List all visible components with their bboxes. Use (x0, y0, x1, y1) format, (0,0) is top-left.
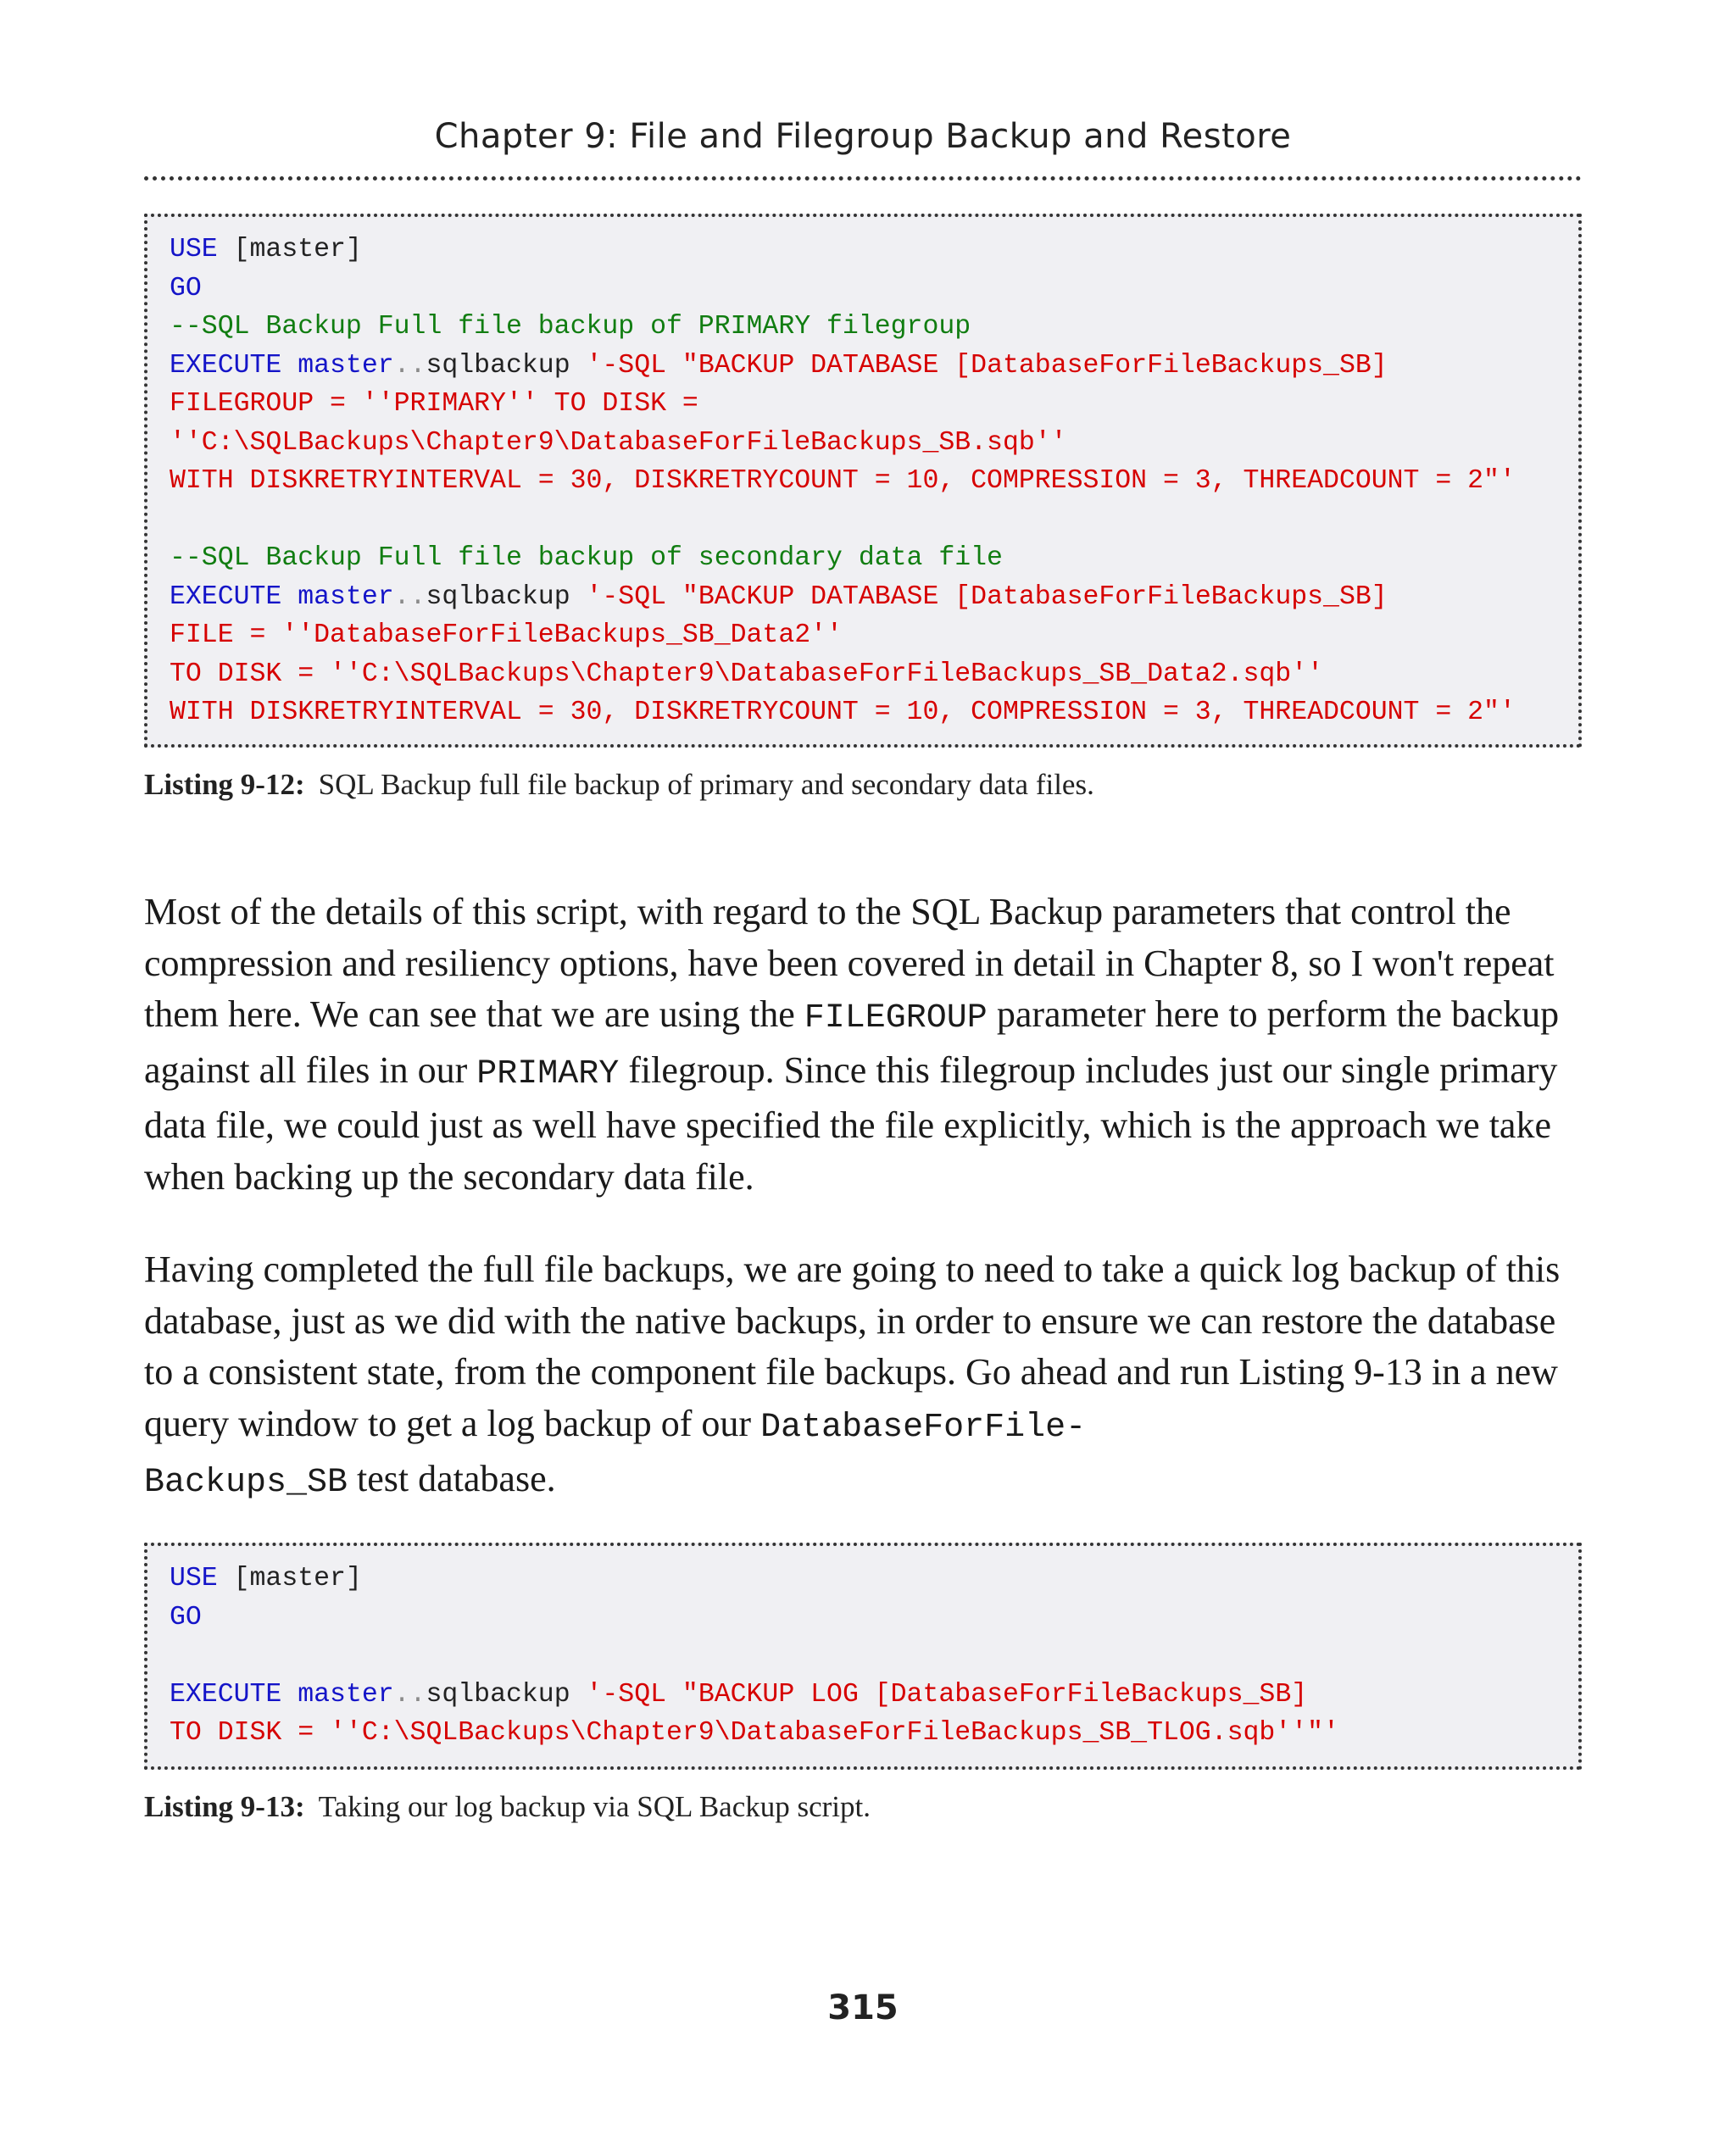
code-listing-9-13 (144, 1543, 1582, 1770)
code-token (281, 351, 298, 381)
code-token: EXECUTE (170, 350, 282, 381)
code-token: --SQL Backup Full file backup of PRIMARY filegroup (170, 312, 971, 342)
code-token: EXECUTE (170, 581, 282, 612)
code-token: USE (170, 1564, 218, 1593)
code-token: '-SQL "BACKUP DATABASE [DatabaseForFileBackups_SB] (586, 581, 1388, 612)
code-line (170, 424, 1578, 463)
code-token: FILEGROUP = ''PRIMARY'' TO DISK = (170, 389, 698, 419)
code-line (170, 231, 1578, 270)
code-token: WITH DISKRETRYINTERVAL = 30, DISKRETRYCOUNT = 10, COMPRESSION = 3, THREADCOUNT = 2"' (170, 698, 1516, 727)
code-token: .. (393, 1679, 426, 1710)
code-token: sqlbackup (426, 581, 587, 612)
code-line (170, 1599, 1578, 1638)
code-line (170, 655, 1578, 694)
code-token: master (298, 350, 394, 381)
code-token: [master] (217, 235, 362, 264)
code-line (170, 385, 1578, 424)
listing-9-13-caption-text: Taking our log backup via SQL Backup script. (318, 1790, 871, 1823)
code-line (170, 462, 1578, 501)
inline-code: DatabaseForFile- (760, 1408, 1087, 1447)
body-paragraph-2 (144, 1244, 1582, 1510)
code-token: '-SQL "BACKUP LOG [DatabaseForFileBackups_SB] (586, 1679, 1308, 1710)
body-text: test database. (348, 1458, 556, 1499)
listing-9-12-caption-text: SQL Backup full file backup of primary and secondary data files. (318, 768, 1094, 801)
code-line (170, 1676, 1578, 1715)
code-token: sqlbackup (426, 1679, 587, 1710)
code-token (281, 1680, 298, 1710)
code-token: '-SQL "BACKUP DATABASE [DatabaseForFileBackups_SB] (586, 350, 1388, 381)
code-line (170, 1560, 1578, 1599)
body-text: filegroup. Since this filegroup includes just our single primary data file, we could just as well have specified the file explicitly, which is the approach we take when backing up the secondary data file. (144, 1048, 1558, 1198)
code-token: USE (170, 235, 218, 264)
code-token: .. (393, 581, 426, 612)
code-token: EXECUTE (170, 1679, 282, 1710)
code-token (281, 582, 298, 612)
code-token: GO (170, 1602, 202, 1632)
body-text: Most of the details of this script, with regard to the SQL Backup parameters that control the compression and resiliency options, have been covered in detail in Chapter 8, so I won't repeat them here. We can see that we are using the (144, 891, 1555, 1035)
code-token: FILE = ''DatabaseForFileBackups_SB_Data2'' (170, 620, 843, 650)
inline-code: Backups_SB (144, 1464, 348, 1502)
code-line (170, 501, 1578, 540)
code-line (170, 693, 1578, 732)
code-token: GO (170, 273, 202, 303)
code-listing-9-12 (144, 214, 1582, 748)
code-line (170, 1637, 1578, 1676)
listing-9-13-caption (144, 1790, 1582, 1824)
body-text: parameter here to perform the backup against all files in our (144, 993, 1560, 1091)
body-paragraph-1 (144, 887, 1582, 1203)
code-token: ''C:\SQLBackups\Chapter9\DatabaseForFileBackups_SB.sqb'' (170, 427, 1067, 458)
header-rule (144, 176, 1582, 181)
listing-9-12-caption (144, 768, 1582, 802)
code-line (170, 539, 1578, 578)
code-line (170, 308, 1578, 347)
listing-9-13-caption-label: Listing 9-13: (144, 1790, 305, 1823)
code-token: sqlbackup (426, 350, 587, 381)
running-head: Chapter 9: File and Filegroup Backup and Restore (434, 117, 1292, 156)
code-token: --SQL Backup Full file backup of secondary data file (170, 543, 1003, 573)
code-line (170, 347, 1578, 386)
code-line (170, 1714, 1578, 1753)
code-token: TO DISK = ''C:\SQLBackups\Chapter9\DatabaseForFileBackups_SB_TLOG.sqb''"' (170, 1718, 1339, 1748)
code-line (170, 578, 1578, 617)
code-line (170, 616, 1578, 655)
inline-code: PRIMARY (476, 1054, 620, 1093)
code-token: .. (393, 350, 426, 381)
page-number: 315 (827, 1988, 899, 2027)
code-token: master (298, 581, 394, 612)
code-token: [master] (217, 1564, 362, 1593)
listing-9-12-caption-label: Listing 9-12: (144, 768, 305, 801)
code-line (170, 270, 1578, 309)
code-token: TO DISK = ''C:\SQLBackups\Chapter9\DatabaseForFileBackups_SB_Data2.sqb'' (170, 659, 1324, 689)
body-text: Having completed the full file backups, we are going to need to take a quick log backup of this database, just as we did with the native backups, in order to ensure we can restore the database to a consistent state, from the component file backups. Go ahead and run Listing 9-13 in a new query window to get a log backup of our (144, 1248, 1561, 1444)
code-token: WITH DISKRETRYINTERVAL = 30, DISKRETRYCOUNT = 10, COMPRESSION = 3, THREADCOUNT = 2"' (170, 466, 1516, 496)
code-token: master (298, 1679, 394, 1710)
inline-code: FILEGROUP (804, 999, 988, 1037)
